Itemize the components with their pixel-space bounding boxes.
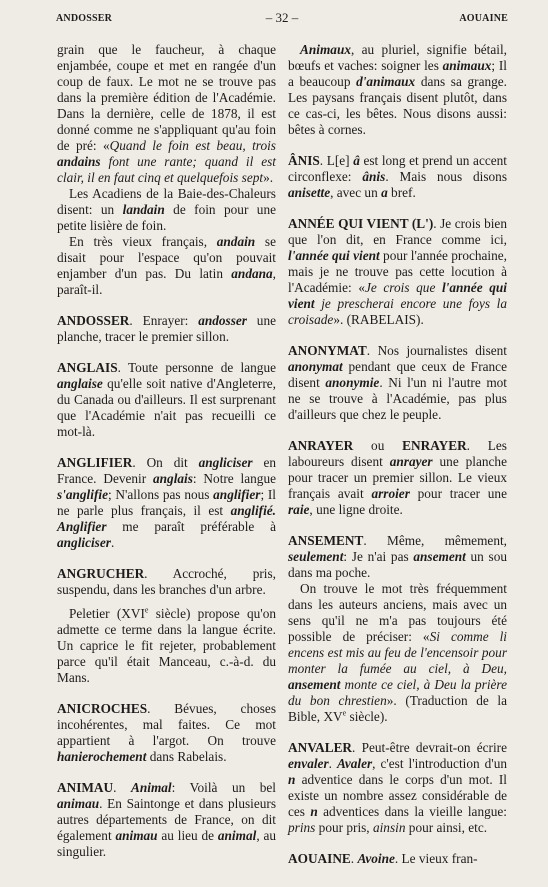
text-run: je prescherai encore une foys la croisade — [288, 296, 507, 327]
text-run: e — [144, 605, 149, 615]
text-run: ». (Traduction de la Bible, XV — [288, 693, 508, 724]
text-run: . Enrayer: — [129, 313, 199, 328]
text-run: ». (RABELAIS). — [333, 312, 424, 327]
headword: ANICROCHES — [57, 701, 148, 716]
text-run: . Nos journalistes disent — [366, 343, 507, 358]
text-run: prins — [288, 820, 316, 835]
text-run: , au pluriel, signifie bétail, bœufs et vaches: soigner les — [288, 42, 507, 73]
entry-ansement — [288, 533, 507, 581]
headword: ANGLAIS — [57, 360, 118, 375]
entry-anglais — [57, 360, 276, 440]
text-run: anrayer — [389, 454, 433, 469]
text-run: , une ligne droite. — [309, 502, 403, 517]
text-run: pendant que ceux de France disent — [288, 359, 507, 390]
text-run: ; Il a beaucoup — [288, 58, 507, 89]
text-run: a — [381, 185, 388, 200]
text-run: : Je n'ai pas — [343, 549, 414, 564]
text-run: monte ce ciel, à Deu la prière du bon chrestien — [288, 677, 507, 708]
text-run: une planche pour tracer un premier sillon. Le vieux français avait — [288, 454, 507, 501]
text-run: angliciser — [198, 455, 253, 470]
text-run: d'animaux — [356, 74, 416, 89]
text-run: animau — [57, 796, 100, 811]
text-run: . — [113, 780, 131, 795]
headword: ANRAYER — [288, 438, 354, 453]
text-run: angliciser — [57, 535, 111, 550]
text-run: animaux — [442, 58, 492, 73]
text-run: . Bévues, choses incohérentes, mal faites. Ce mot appartient à l'argot. On trouve — [57, 701, 276, 748]
text-run: seulement — [288, 549, 344, 564]
entry-anglifier — [57, 455, 276, 551]
paragraph — [288, 581, 507, 725]
text-run: adventices dans la vieille langue: — [317, 804, 507, 819]
paragraph — [57, 234, 276, 298]
text-run: . Peut-être devrait-on écrire — [352, 740, 507, 755]
text-run: arroier — [371, 486, 410, 501]
headword: ANIMAU — [57, 780, 114, 795]
text-run: anglifier — [213, 487, 261, 502]
text-run: . Toute personne de langue — [117, 360, 276, 375]
entry-annee-qui-vient — [288, 216, 507, 328]
text-run: ansement — [413, 549, 466, 564]
left-column — [57, 42, 276, 860]
text-run: font une rante; quand il est clair, il en faut cinq et quelquefois sept — [57, 154, 276, 185]
text-run: . Même, mêmement, — [363, 533, 507, 548]
entry-anonymat — [288, 343, 507, 423]
text-run: dans sa grange. Les paysans français disent plutôt, dans ce cas-ci, les bêtes. Nous disons aussi: bêtes à cornes. — [288, 74, 507, 137]
text-run: s'anglifie — [57, 487, 108, 502]
text-run: , au singulier. — [57, 828, 276, 859]
text-run: , paraît-il. — [57, 266, 276, 297]
text-run: e — [342, 708, 347, 718]
text-run: Si comme li encens est mis au feu de l'encensoir pour monter la fumée au ciel, à Deu, — [288, 629, 507, 676]
text-run: Avaler — [336, 756, 373, 771]
text-run: Peletier (XVI — [69, 606, 145, 621]
text-run: ânis — [362, 169, 386, 184]
text-run: ; N'allons pas nous — [107, 487, 214, 502]
text-run: : Notre langue — [192, 471, 276, 486]
headword: ANNÉE QUI VIENT (L') — [288, 216, 434, 231]
text-run: anisette — [288, 185, 331, 200]
text-run: . Ni l'un ni l'autre mot ne se trouve à l'Académie, pas plus d'ailleurs que chez le peuple. — [288, 375, 508, 422]
text-run: . — [350, 851, 358, 866]
text-run: . L[e] — [319, 153, 354, 168]
text-run: Avoine — [357, 851, 395, 866]
text-run: andana — [231, 266, 273, 281]
text-run: anglais — [153, 471, 193, 486]
text-run: , avec un — [330, 185, 382, 200]
header-last-entry: AOUAINE — [459, 13, 508, 24]
text-run: l'année qui vient — [288, 280, 507, 311]
text-run: . En Saintonge et dans plusieurs autres départements de France, on dit également — [57, 796, 276, 843]
text-run: , c'est l'introduction d'un — [372, 756, 507, 771]
text-run: . Mais nous disons — [385, 169, 507, 184]
text-run: dans Rabelais. — [146, 749, 227, 764]
text-run: En très vieux français, — [69, 234, 217, 249]
headword: ANDOSSER — [57, 313, 130, 328]
text-run: . Je crois bien que l'on dit, en France comme ici, — [288, 216, 507, 247]
entry-anrayer — [288, 438, 507, 518]
entry-anicroches — [57, 701, 276, 765]
entry-animau — [57, 780, 276, 860]
text-run: n — [310, 804, 318, 819]
text-run: ». — [263, 170, 274, 185]
text-run: envaler — [288, 756, 329, 771]
text-run: ansement — [288, 677, 341, 692]
text-run: Animal — [130, 780, 172, 795]
text-run: . Les laboureurs disent — [288, 438, 507, 469]
paragraph — [57, 186, 276, 234]
page-number: – 32 – — [265, 10, 299, 25]
text-run: bref. — [387, 185, 416, 200]
text-run: est long et prend un accent circonflexe: — [288, 153, 507, 184]
text-run: animau — [115, 828, 158, 843]
text-run: landain — [122, 202, 165, 217]
text-run: Les Acadiens de la Baie-des-Chaleurs disent: un — [57, 186, 276, 217]
text-run: . — [110, 535, 115, 550]
text-run: Je crois que — [364, 280, 442, 295]
text-run: raie — [288, 502, 310, 517]
entry-anvaler — [288, 740, 507, 836]
text-run: ; Il ne parle plus français, il est — [57, 487, 276, 518]
paragraph — [57, 606, 276, 686]
text-run: siècle) propose qu'on admette ce terme dans la langue écrite. Un caprice le fit rejeter, probablement parce qu'il était Manceau, c.-à-d. du Mans. — [57, 606, 276, 685]
text-run: un sou dans ma poche. — [288, 549, 508, 580]
text-run: en France. Devenir — [57, 455, 276, 486]
paragraph — [288, 42, 507, 138]
headword: ÂNIS — [288, 153, 320, 168]
text-run: animal — [217, 828, 257, 843]
headword: ANVALER — [288, 740, 353, 755]
text-run: me paraît préférable à — [106, 519, 276, 534]
headword: ANONYMAT — [288, 343, 367, 358]
text-run: . Accroché, pris, suspendu, dans les branches d'un arbre. — [57, 566, 276, 597]
entry-angrucher — [57, 566, 276, 598]
text-run: adventice dans le corps d'un mot. Il existe un nombre assez considérable de ces — [288, 772, 507, 819]
headword: ANSEMENT — [288, 533, 364, 548]
text-run: anonymie — [325, 375, 380, 390]
text-run: siècle). — [346, 709, 388, 724]
text-run: ou — [353, 438, 403, 453]
entry-aouaine — [288, 851, 507, 867]
paragraph — [57, 42, 276, 186]
entry-andosser — [57, 313, 276, 345]
text-run: . On dit — [132, 455, 199, 470]
running-header — [56, 10, 508, 28]
text-run: : Voilà un bel — [171, 780, 276, 795]
entry-anis — [288, 153, 507, 201]
headword: ANGRUCHER — [57, 566, 145, 581]
text-run: pour tracer une — [409, 486, 507, 501]
text-run: se disait pour l'espace qu'on pouvait enjamber d'un pas. Du latin — [57, 234, 276, 281]
text-run: Animaux — [300, 42, 351, 57]
headword: ENRAYER — [402, 438, 467, 453]
text-run: pour pris, — [315, 820, 373, 835]
text-run: andain — [216, 234, 256, 249]
text-run: pour ainsi, etc. — [405, 820, 488, 835]
headword: ANGLIFIER — [57, 455, 133, 470]
text-run: l'année qui vient — [288, 248, 380, 263]
text-run: andains — [57, 154, 101, 169]
headword: AOUAINE — [288, 851, 351, 866]
text-run: au lieu de — [157, 828, 218, 843]
header-first-entry: ANDOSSER — [56, 13, 113, 24]
text-run: . — [328, 756, 337, 771]
right-column — [288, 42, 507, 867]
text-run: grain que le faucheur, à chaque enjambée, coupe et met en rangée d'un coup de faux. Le mot ne se trouve pas dans la première édition de l'Académie. Dans la dernière, celle de 1878, il est donné comme ne s'appliquant qu'au foin de pré: « — [57, 42, 276, 153]
text-run: andosser — [198, 313, 247, 328]
text-run: anonymat — [288, 359, 343, 374]
text-run: Quand le foin est beau, trois — [109, 138, 276, 153]
text-run: . Le vieux fran- — [394, 851, 478, 866]
text-run: On trouve le mot très fréquemment dans les auteurs anciens, mais avec un sens qu'il ne m'a pas toujours été possible de préciser: « — [288, 581, 507, 644]
text-run: â — [353, 153, 360, 168]
text-run: une planche, tracer le premier sillon. — [57, 313, 276, 344]
text-run: ainsin — [372, 820, 406, 835]
text-run: de foin pour une petite lisière de foin. — [57, 202, 277, 233]
text-run: pour l'année prochaine, mais je ne trouve pas cette locution à l'Académie: « — [288, 248, 507, 295]
text-run: hanierochement — [57, 749, 147, 764]
text-run: anglaise — [57, 376, 103, 391]
text-run: n — [288, 772, 296, 787]
text-run: anglifié. Anglifier — [57, 503, 276, 534]
text-run: qu'elle soit native d'Angleterre, du Canada ou d'ailleurs. Il est surprenant que l'Académie n'ait pas recueilli ce mot-là. — [57, 376, 276, 439]
